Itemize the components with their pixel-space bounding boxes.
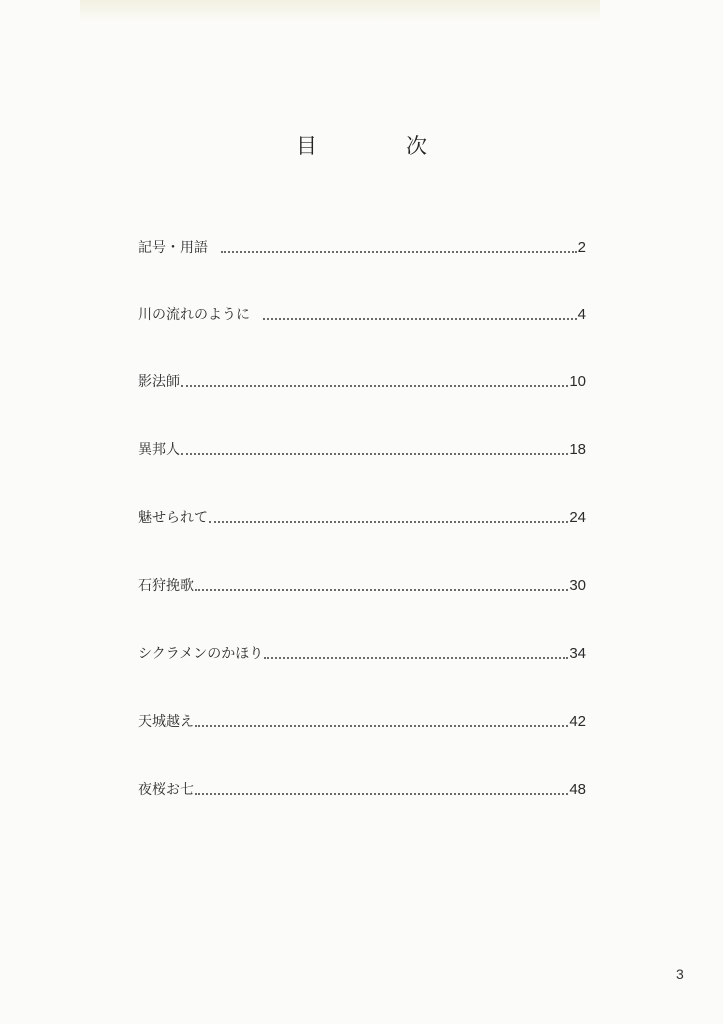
- toc-entry-page: 10: [569, 373, 586, 390]
- toc-entry[interactable]: [138, 504, 586, 532]
- toc-entry-title: 影法師: [138, 374, 180, 390]
- toc-entry-title: 夜桜お七: [138, 782, 194, 798]
- toc-entry-leader: [195, 793, 568, 795]
- toc-title: 目 次: [296, 134, 461, 158]
- toc-entry-leader: [181, 385, 568, 387]
- toc-entry-leader: [181, 453, 568, 455]
- toc-entry[interactable]: [138, 368, 586, 396]
- page-number: 3: [676, 966, 684, 982]
- toc-entry[interactable]: [138, 708, 586, 736]
- toc-entry-page: 4: [577, 306, 586, 323]
- toc-entry-page: 18: [569, 441, 586, 458]
- toc-entry[interactable]: [138, 776, 586, 804]
- paper-tint: [80, 0, 600, 22]
- toc-entry-leader: [221, 251, 577, 253]
- toc-entry-leader: [263, 318, 577, 320]
- toc-entry[interactable]: [138, 301, 586, 329]
- toc-entry-title: 天城越え: [138, 714, 194, 730]
- toc-entry-page: 34: [569, 645, 586, 662]
- toc-entry-page: 30: [569, 577, 586, 594]
- toc-list: [138, 234, 586, 844]
- toc-entry-page: 48: [569, 781, 586, 798]
- toc-entry-title: 記号・用語: [138, 240, 208, 256]
- toc-entry-title: シクラメンのかほり: [138, 646, 264, 662]
- toc-entry[interactable]: [138, 640, 586, 668]
- toc-entry-leader: [195, 725, 568, 727]
- toc-entry-leader: [195, 589, 568, 591]
- toc-entry-title: 異邦人: [138, 442, 180, 458]
- toc-entry-title: 川の流れのように: [138, 307, 250, 323]
- toc-entry-page: 2: [577, 239, 586, 256]
- toc-entry[interactable]: [138, 436, 586, 464]
- toc-entry-leader: [209, 521, 568, 523]
- toc-entry-leader: [264, 657, 568, 659]
- toc-entry-page: 24: [569, 509, 586, 526]
- toc-entry[interactable]: [138, 572, 586, 600]
- toc-entry-page: 42: [569, 713, 586, 730]
- toc-entry[interactable]: [138, 234, 586, 262]
- toc-entry-title: 石狩挽歌: [138, 578, 194, 594]
- toc-entry-title: 魅せられて: [138, 510, 208, 526]
